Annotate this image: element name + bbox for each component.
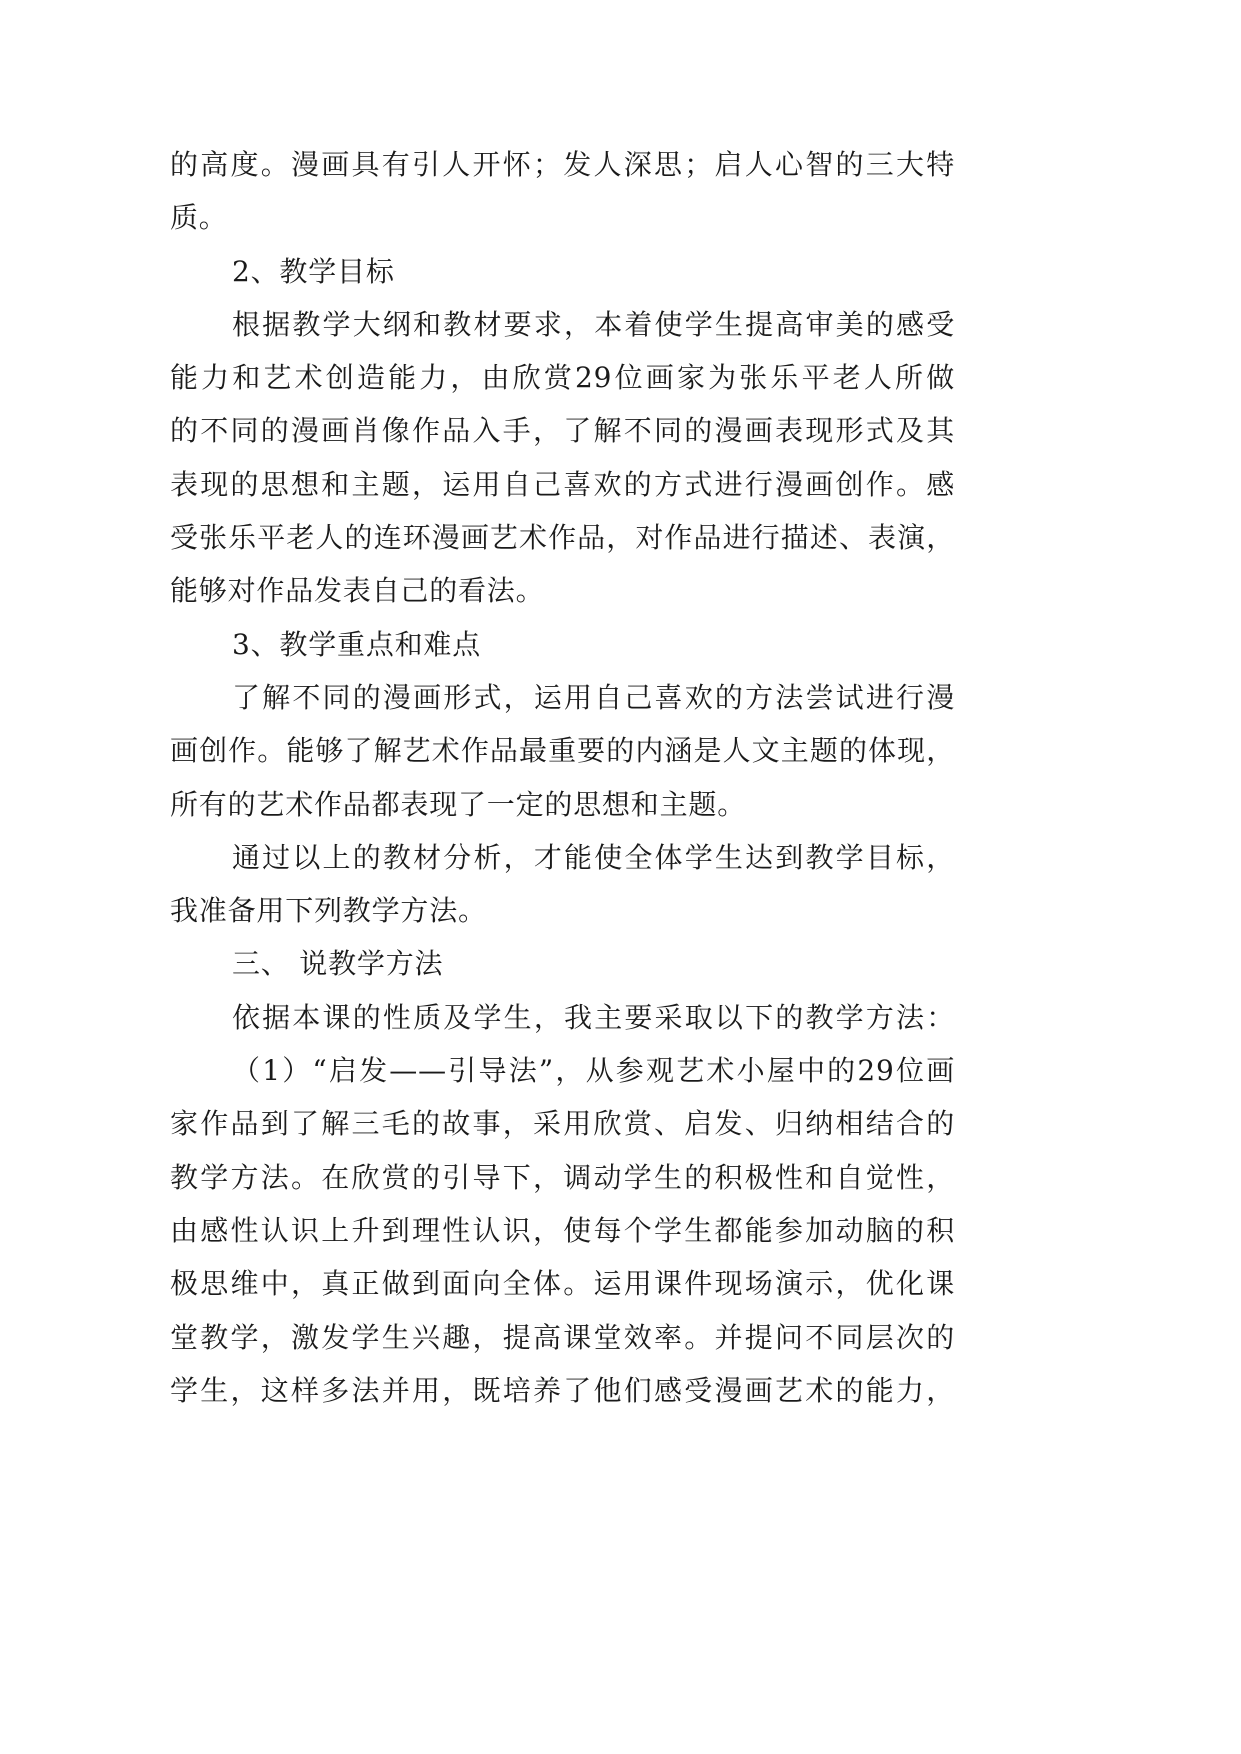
paragraph-line: 受张乐平老人的连环漫画艺术作品，对作品进行描述、表演， [170, 521, 955, 555]
paragraph-line: 的不同的漫画肖像作品入手，了解不同的漫画表现形式及其 [170, 414, 955, 448]
paragraph-line: （1）“启发——引导法”，从参观艺术小屋中的29位画 [232, 1054, 955, 1088]
paragraph-line: 根据教学大纲和教材要求，本着使学生提高审美的感受 [232, 307, 955, 341]
paragraph-line: 所有的艺术作品都表现了一定的思想和主题。 [170, 787, 747, 821]
section-heading-key-points: 3、教学重点和难点 [232, 627, 482, 661]
paragraph-line: 通过以上的教材分析，才能使全体学生达到教学目标， [232, 840, 955, 874]
paragraph-line: 能力和艺术创造能力，由欣赏29位画家为张乐平老人所做 [170, 361, 955, 395]
paragraph-line: 画创作。能够了解艺术作品最重要的内涵是人文主题的体现， [170, 734, 955, 768]
paragraph-line: 我准备用下列教学方法。 [170, 894, 487, 928]
paragraph-line: 由感性认识上升到理性认识，使每个学生都能参加动脑的积 [170, 1213, 955, 1247]
paragraph-line: 教学方法。在欣赏的引导下，调动学生的积极性和自觉性， [170, 1160, 955, 1194]
document-body [170, 138, 955, 1417]
paragraph-line: 的高度。漫画具有引人开怀；发人深思；启人心智的三大特 [170, 148, 955, 181]
paragraph-line: 堂教学，激发学生兴趣，提高课堂效率。并提问不同层次的 [170, 1320, 955, 1354]
paragraph-line: 学生，这样多法并用，既培养了他们感受漫画艺术的能力， [170, 1373, 955, 1407]
paragraph-line: 了解不同的漫画形式，运用自己喜欢的方法尝试进行漫 [232, 680, 955, 714]
paragraph-line: 能够对作品发表自己的看法。 [170, 574, 545, 608]
paragraph-line: 依据本课的性质及学生，我主要采取以下的教学方法： [232, 1000, 955, 1034]
paragraph-line: 表现的思想和主题，运用自己喜欢的方式进行漫画创作。感 [170, 467, 955, 501]
paragraph-line: 极思维中，真正做到面向全体。运用课件现场演示，优化课 [170, 1267, 955, 1301]
section-heading-teaching-methods: 三、 说教学方法 [232, 947, 444, 981]
paragraph-line: 家作品到了解三毛的故事，采用欣赏、启发、归纳相结合的 [170, 1107, 955, 1141]
section-heading-teaching-goals: 2、教学目标 [232, 254, 395, 288]
paragraph-line: 质。 [170, 201, 228, 235]
